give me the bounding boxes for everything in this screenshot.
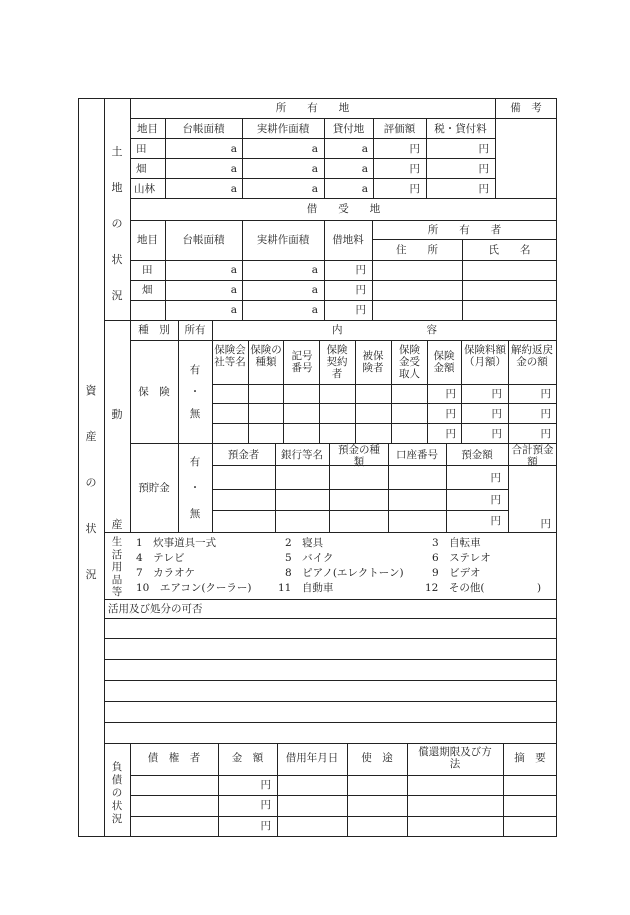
owned-row-tax: 円 bbox=[478, 143, 489, 155]
owned-row-lent: a bbox=[361, 143, 368, 155]
ins-col-refund: 解約返戻金の額 bbox=[511, 344, 553, 368]
dep-col-kind: 預金の種類 bbox=[338, 444, 380, 468]
living-goods-item: 6 ステレオ bbox=[432, 552, 491, 564]
living-goods-item: 5 バイク bbox=[285, 552, 334, 564]
leased-col-type: 地目 bbox=[137, 234, 158, 246]
leased-row-rent: 円 bbox=[355, 284, 366, 296]
ins-col-insured: 被保険者 bbox=[362, 350, 384, 374]
leased-col-rent: 借地料 bbox=[332, 234, 364, 246]
leased-row-actual: a bbox=[311, 284, 318, 296]
living-goods-item: 4 テレビ bbox=[136, 552, 185, 564]
ins-row-premium: 円 bbox=[491, 388, 502, 400]
ins-col-amount: 保険金額 bbox=[433, 350, 455, 374]
living-goods-item: 3 自転車 bbox=[432, 537, 481, 549]
leased-row-actual: a bbox=[311, 264, 318, 276]
presence-dot: ・ bbox=[189, 482, 201, 494]
presence-dot: ・ bbox=[189, 386, 201, 398]
debt-col-creditor: 債 権 者 bbox=[147, 752, 201, 764]
owned-row-value: 円 bbox=[409, 183, 420, 195]
living-goods-item: 7 カラオケ bbox=[136, 567, 195, 579]
ins-row-refund: 円 bbox=[540, 388, 551, 400]
remarks-header: 備 考 bbox=[510, 102, 542, 114]
deposit-row-1-amount: 円 bbox=[490, 472, 501, 484]
owned-col-ledger-area: 台帳面積 bbox=[182, 123, 225, 135]
ownership-header: 所有 bbox=[184, 324, 206, 336]
owned-row-actual: a bbox=[311, 163, 318, 175]
living-goods-item: 9 ビデオ bbox=[432, 567, 481, 579]
dep-col-account: 口座番号 bbox=[396, 449, 438, 461]
debt-col-repayment: 償還期限及び方 法 bbox=[418, 746, 513, 770]
owned-row-lent: a bbox=[361, 183, 368, 195]
owned-row-ledger: a bbox=[230, 143, 237, 155]
presence-no: 無 bbox=[189, 408, 201, 420]
owned-row-ledger: a bbox=[230, 163, 237, 175]
debt-col-purpose: 使 途 bbox=[361, 752, 393, 764]
debt-row-1-amount: 円 bbox=[260, 779, 271, 791]
leased-row-rent: 円 bbox=[355, 264, 366, 276]
leased-row-rent: 円 bbox=[355, 304, 366, 316]
deposit-row-3-amount: 円 bbox=[490, 515, 501, 527]
ins-col-type: 保険の種類 bbox=[250, 344, 282, 368]
owned-row-lent: a bbox=[361, 163, 368, 175]
deposit-row-2-amount: 円 bbox=[490, 494, 501, 506]
presence-yes: 有 bbox=[189, 456, 201, 468]
leased-row-type: 畑 bbox=[142, 284, 153, 296]
kind-header: 種 別 bbox=[138, 324, 170, 336]
debt-section-label: 負債の状況 bbox=[111, 761, 123, 825]
owned-col-type: 地目 bbox=[137, 123, 158, 135]
owned-col-value: 評価額 bbox=[383, 123, 416, 135]
leased-col-actual-area: 実耕作面積 bbox=[256, 234, 310, 246]
dep-col-amount: 預金額 bbox=[461, 449, 493, 461]
ins-col-premium: 保険料額（月額） bbox=[464, 344, 506, 368]
ins-row-amount: 円 bbox=[445, 388, 456, 400]
usage-label: 活用及び処分の可否 bbox=[108, 603, 203, 615]
dep-col-holder: 預金者 bbox=[227, 449, 260, 461]
deposit-total-amount: 円 bbox=[540, 518, 551, 530]
insurance-label: 保 険 bbox=[138, 386, 170, 398]
debt-row-3-amount: 円 bbox=[260, 820, 271, 832]
owned-row-actual: a bbox=[311, 183, 318, 195]
presence-no: 無 bbox=[189, 508, 201, 520]
owned-row-type: 畑 bbox=[136, 163, 147, 175]
debt-col-notes: 摘 要 bbox=[514, 752, 546, 764]
owned-col-actual-area: 実耕作面積 bbox=[256, 123, 310, 135]
owned-row-value: 円 bbox=[409, 143, 420, 155]
owner-address-header: 住 所 bbox=[396, 244, 438, 256]
presence-yes: 有 bbox=[189, 364, 201, 376]
ins-row-amount: 円 bbox=[445, 408, 456, 420]
leased-col-ledger-area: 台帳面積 bbox=[182, 234, 225, 246]
owner-header: 所 有 者 bbox=[427, 224, 502, 236]
ins-col-contractor: 保険契約者 bbox=[326, 344, 348, 380]
leased-row-type: 田 bbox=[142, 264, 153, 276]
assets-label-text: 資産の状況 bbox=[85, 384, 97, 581]
living-goods-section-label: 生活用品等 bbox=[111, 536, 123, 598]
owned-row-actual: a bbox=[311, 143, 318, 155]
content-header: 内 容 bbox=[332, 324, 437, 336]
dep-col-total: 合計預金額 bbox=[511, 444, 554, 468]
owned-row-tax: 円 bbox=[478, 163, 489, 175]
owned-land-header: 所 有 地 bbox=[275, 102, 350, 114]
leased-row-ledger: a bbox=[230, 284, 237, 296]
owned-col-lent: 貸付地 bbox=[332, 123, 365, 135]
leased-land-header: 借 受 地 bbox=[306, 203, 381, 215]
owned-row-tax: 円 bbox=[478, 183, 489, 195]
owner-name-header: 氏 名 bbox=[488, 244, 531, 256]
deposits-label: 預貯金 bbox=[138, 482, 170, 494]
living-goods-item: 11 自動車 bbox=[278, 582, 334, 594]
movables-section-label: 動産 bbox=[111, 408, 123, 531]
land-section-label: 土地の状況 bbox=[111, 145, 123, 302]
ins-col-beneficiary: 保険金受取人 bbox=[399, 344, 420, 380]
ins-col-number: 記号番号 bbox=[291, 350, 313, 374]
leased-row-ledger: a bbox=[230, 304, 237, 316]
leased-row-ledger: a bbox=[230, 264, 237, 276]
living-goods-item: 2 寝具 bbox=[285, 537, 324, 549]
dep-col-bank: 銀行等名 bbox=[281, 449, 323, 461]
ins-row-amount: 円 bbox=[445, 428, 456, 440]
owned-row-value: 円 bbox=[409, 163, 420, 175]
debt-row-2-amount: 円 bbox=[260, 799, 271, 811]
debt-col-amount: 金 額 bbox=[231, 752, 264, 764]
ins-row-premium: 円 bbox=[491, 428, 502, 440]
owned-col-tax: 税・貸付料 bbox=[434, 123, 487, 135]
living-goods-item: 1 炊事道具一式 bbox=[136, 537, 217, 549]
ins-row-refund: 円 bbox=[540, 408, 551, 420]
asset-status-form bbox=[78, 98, 557, 837]
owned-row-ledger: a bbox=[230, 183, 237, 195]
ins-row-refund: 円 bbox=[540, 428, 551, 440]
owned-row-type: 山林 bbox=[134, 183, 155, 195]
leased-row-actual: a bbox=[311, 304, 318, 316]
living-goods-item: 12 その他( ) bbox=[425, 582, 542, 594]
debt-col-date: 借用年月日 bbox=[285, 752, 339, 764]
living-goods-item: 8 ピアノ(エレクトーン) bbox=[285, 567, 404, 579]
owned-row-type: 田 bbox=[136, 143, 147, 155]
living-goods-item: 10 エアコン(クーラー) bbox=[136, 582, 252, 594]
ins-col-company: 保険会社等名 bbox=[214, 344, 246, 368]
ins-row-premium: 円 bbox=[491, 408, 502, 420]
